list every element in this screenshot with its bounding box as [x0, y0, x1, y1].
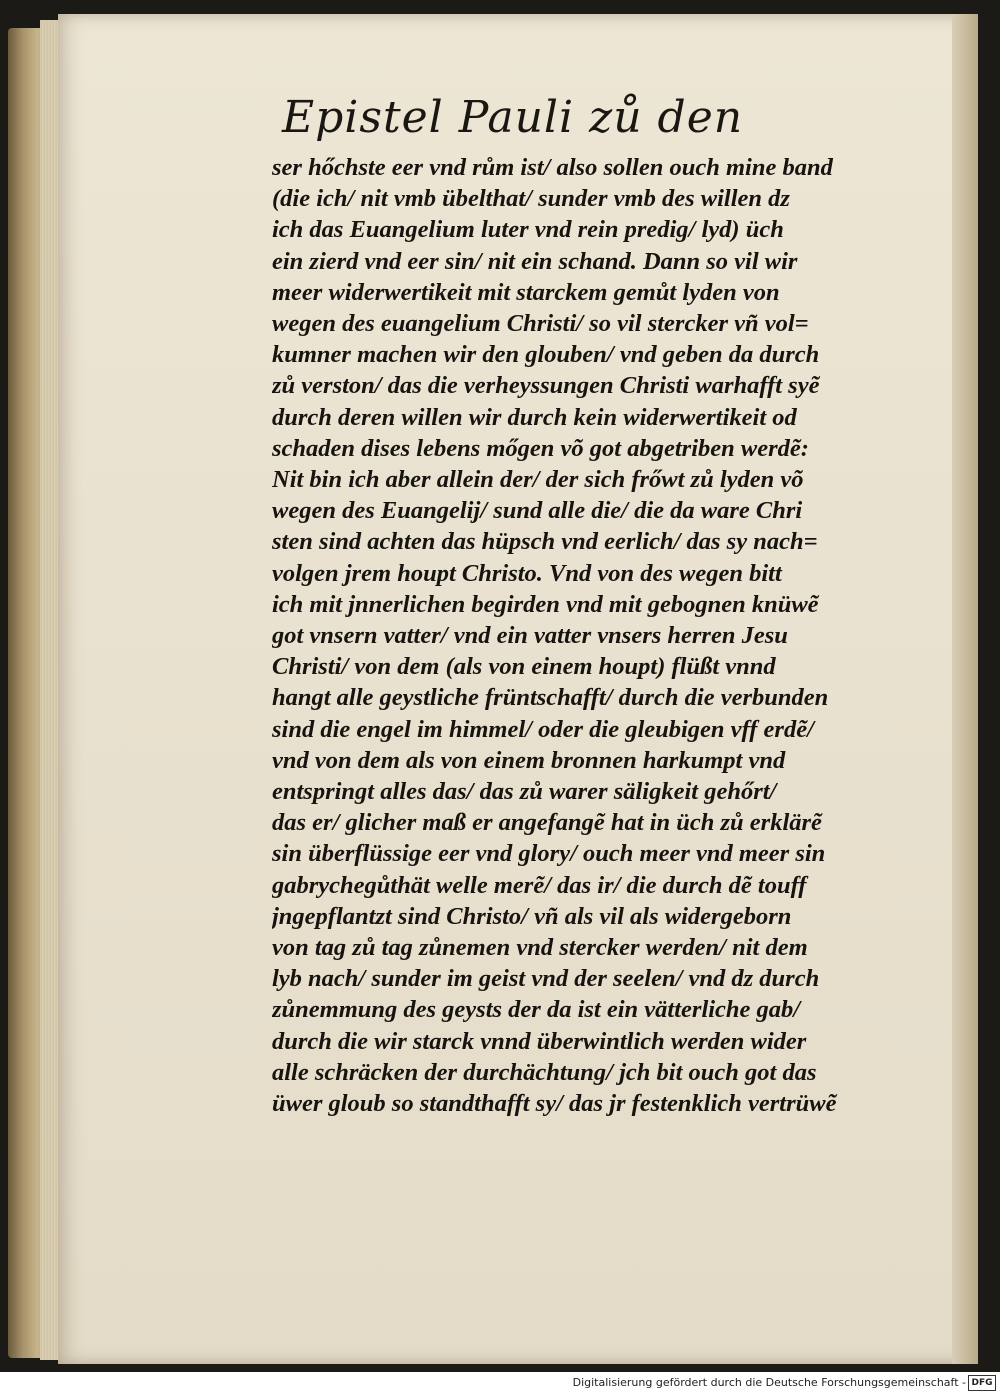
text-line: Christi/ von dem (als von einem houpt) flüßt vnnd [272, 653, 776, 681]
text-line: volgen jrem houpt Christo. Vnd von des wegen bitt [272, 559, 782, 587]
body-text [272, 152, 962, 1119]
text-line: alle schräcken der durchächtung/ jch bit ouch got das [272, 1058, 817, 1086]
text-line: sin überflüssige eer vnd glory/ ouch meer vnd meer sin [272, 840, 826, 868]
text-line: ich das Euangelium luter vnd rein predig/ lyd) üch [272, 216, 784, 244]
text-line: wegen des Euangelij/ sund alle die/ die da ware Chri [272, 497, 803, 525]
footer-credit: Digitalisierung gefördert durch die Deutsche Forschungsgemeinschaft - [572, 1376, 966, 1389]
text-line: zů verston/ das die verheyssungen Christi warhafft syẽ [272, 372, 820, 400]
text-line: ich mit jnnerlichen begirden vnd mit gebognen knüwẽ [272, 590, 819, 618]
text-line: hangt alle geystliche früntschafft/ durch die verbunden [272, 684, 829, 712]
text-line: üwer gloub so standthafft sy/ das jr festenklich vertrüwẽ [272, 1090, 837, 1118]
text-line: von tag zů tag zůnemen vnd stercker werden/ nit dem [272, 934, 808, 962]
text-line: wegen des euangelium Christi/ so vil stercker vñ vol= [272, 310, 809, 338]
text-line: gabrychegůthät welle merẽ/ das ir/ die durch dẽ touff [272, 871, 807, 899]
text-line: jngepflantzt sind Christo/ vñ als vil als widergeborn [272, 902, 792, 930]
dfg-logo-icon: DFG [968, 1375, 996, 1391]
text-line: meer widerwertikeit mit starckem gemůt lyden von [272, 278, 780, 306]
text-line: ein zierd vnd eer sin/ nit ein schand. Dann so vil wir [272, 247, 798, 275]
text-line: lyb nach/ sunder im geist vnd der seelen/ vnd dz durch [272, 965, 820, 993]
text-line: sten sind achten das hüpsch vnd eerlich/ das sy nach= [272, 528, 818, 556]
text-line: durch deren willen wir durch kein widerwertikeit od [272, 403, 797, 431]
text-line: zůnemmung des geysts der da ist ein vätterliche gab/ [272, 996, 801, 1024]
text-line: entspringt alles das/ das zů warer säligkeit gehőrt/ [272, 778, 777, 806]
text-line: das er/ glicher maß er angefangẽ hat in üch zů erklärẽ [272, 809, 822, 837]
text-line: (die ich/ nit vmb übelthat/ sunder vmb des willen dz [272, 185, 790, 213]
footer-bar [0, 1372, 1000, 1395]
text-line: kumner machen wir den glouben/ vnd geben da durch [272, 341, 820, 369]
text-line: vnd von dem als von einem bronnen harkumpt vnd [272, 746, 786, 774]
text-line: sind die engel im himmel/ oder die gleubigen vff erdẽ/ [272, 715, 814, 743]
text-line: Nit bin ich aber allein der/ der sich frőwt zů lyden võ [272, 466, 804, 494]
text-line: got vnsern vatter/ vnd ein vatter vnsers herren Jesu [272, 622, 788, 650]
text-line: durch die wir starck vnnd überwintlich werden wider [272, 1027, 807, 1055]
page-heading: Epistel Pauli zů den [282, 92, 744, 143]
text-line: ser hőchste eer vnd rům ist/ also sollen ouch mine band [272, 154, 833, 181]
text-line: schaden dises lebens mőgen võ got abgetriben werdẽ: [272, 434, 809, 462]
